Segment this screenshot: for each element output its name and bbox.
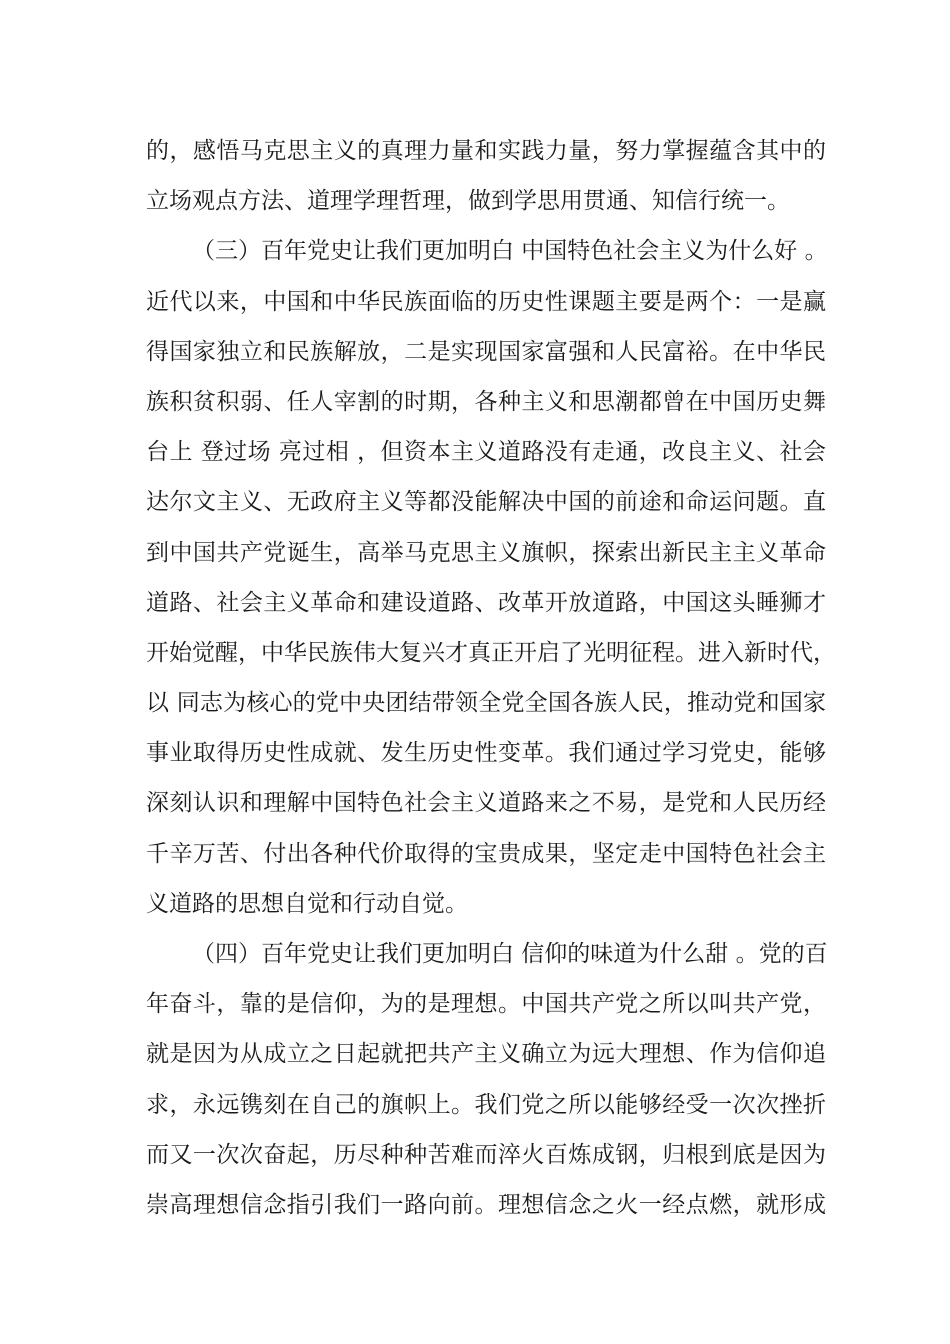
body-text — [146, 126, 836, 1230]
text-line: 族积贫积弱、任人宰割的时期，各种主义和思潮都曾在中国历史舞 — [146, 388, 826, 415]
text-line: 达尔文主义、无政府主义等都没能解决中国的前途和命运问题。直 — [146, 489, 826, 516]
text-line: 就是因为从成立之日起就把共产主义确立为远大理想、作为信仰追 — [146, 1041, 826, 1068]
text-line: 立场观点方法、道理学理哲理，做到学思用贯通、知信行统一。 — [146, 188, 790, 215]
text-line: 近代以来，中国和中华民族面临的历史性课题主要是两个：一是赢 — [146, 288, 826, 315]
text-line: 道路、社会主义革命和建设道路、改革开放道路，中国这头睡狮才 — [146, 589, 826, 616]
text-line: 而又一次次奋起，历尽种种苦难而淬火百炼成钢，归根到底是因为 — [146, 1141, 826, 1168]
text-line: 义道路的思想自觉和行动自觉。 — [146, 890, 468, 917]
text-line: 崇高理想信念指引我们一路向前。理想信念之火一经点燃，就形成 — [146, 1191, 826, 1218]
section-heading-4: （四）百年党史让我们更加明白 信仰的味道为什么甜 。党的百 — [192, 941, 828, 967]
text-line: 得国家独立和民族解放，二是实现国家富强和人民富裕。在中华民 — [146, 338, 826, 365]
text-line: 到中国共产党诞生，高举马克思主义旗帜，探索出新民主主义革命 — [146, 539, 826, 566]
text-line: 求，永远镌刻在自己的旗帜上。我们党之所以能够经受一次次挫折 — [146, 1091, 826, 1118]
text-line: 年奋斗，靠的是信仰，为的是理想。中国共产党之所以叫共产党， — [146, 991, 826, 1018]
text-line: 事业取得历史性成就、发生历史性变革。我们通过学习党史，能够 — [146, 740, 826, 767]
text-line: 以 同志为核心的党中央团结带领全党全国各族人民，推动党和国家 — [146, 690, 826, 717]
text-line: 的，感悟马克思主义的真理力量和实践力量，努力掌握蕴含其中的 — [146, 138, 826, 164]
text-line: 深刻认识和理解中国特色社会主义道路来之不易，是党和人民历经 — [146, 790, 826, 817]
text-line: 开始觉醒，中华民族伟大复兴才真正开启了光明征程。进入新时代， — [146, 639, 836, 666]
section-heading-3: （三）百年党史让我们更加明白 中国特色社会主义为什么好 。 — [192, 238, 828, 265]
text-line: 台上 登过场 亮过相 ，但资本主义道路没有走通，改良主义、社会 — [146, 439, 826, 466]
text-line: 千辛万苦、付出各种代价取得的宝贵成果，坚定走中国特色社会主 — [146, 840, 826, 867]
